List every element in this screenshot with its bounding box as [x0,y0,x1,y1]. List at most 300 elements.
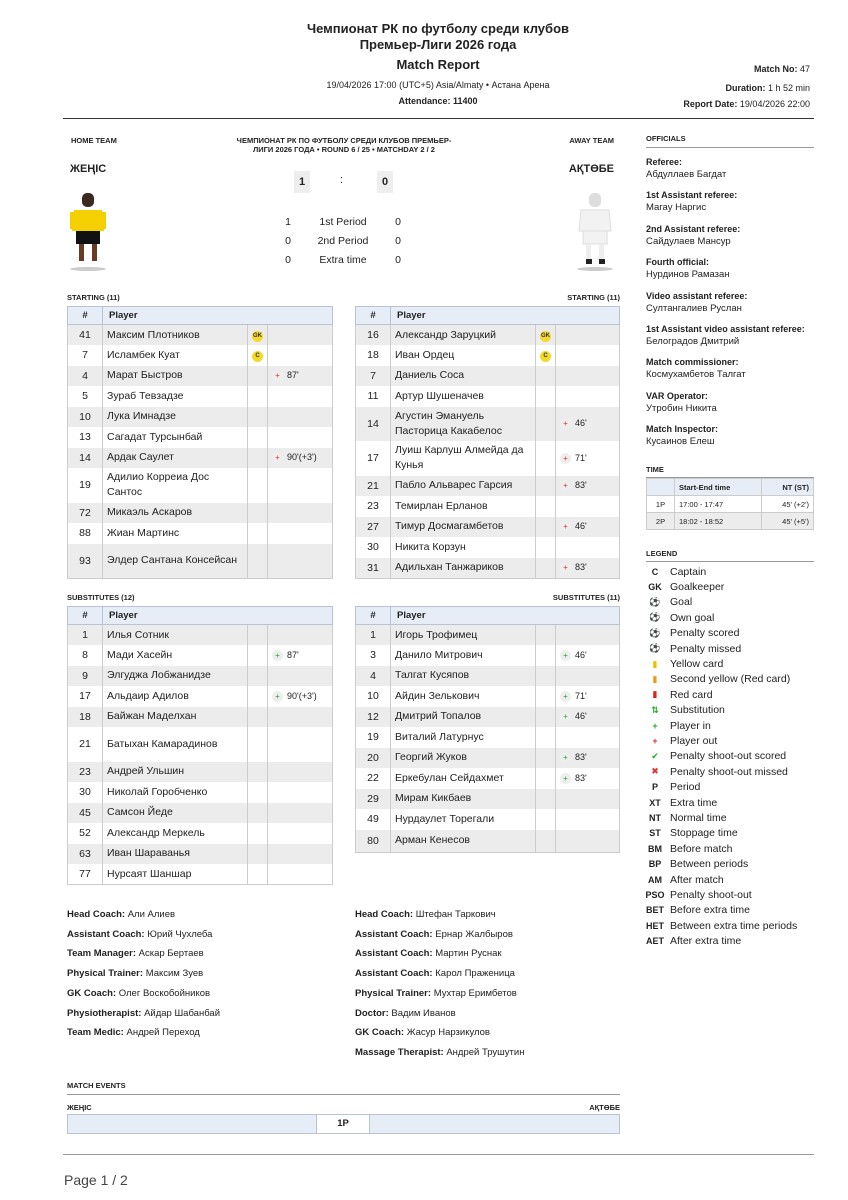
player-number: 9 [68,666,103,687]
col-number: # [356,307,391,325]
staff-row [355,905,524,925]
player-number: 41 [68,325,103,346]
player-badge-cell [248,544,268,579]
official-name: Белоградов Дмитрий [646,335,740,347]
player-event [556,727,620,748]
player-row [68,407,333,428]
player-name: Нурдаулет Торегали [391,809,536,830]
goalkeeper-icon: GK [648,582,662,593]
player-row [68,345,333,366]
legend-item [644,579,797,594]
home-team-label: HOME TEAM [71,136,117,145]
staff-name: Олег Воскобойников [118,987,211,999]
official-name: Нурдинов Рамазан [646,269,730,281]
player-name: Агустин Эмануель Пасторица Какабелос [391,407,536,442]
staff-role: GK Coach: [355,1027,405,1039]
player-number: 20 [356,748,391,769]
match-number: Match No: 47 [753,64,810,74]
player-row [68,707,333,728]
shootout-missed-icon: ✖ [651,766,659,777]
player-row [68,503,333,524]
player-event [268,762,333,783]
player-badge-cell [248,407,268,428]
player-row [356,666,620,687]
staff-name: Жасур Нарзикулов [406,1027,490,1039]
substitution-icon: ⇅ [651,704,659,715]
official-role: VAR Operator: [646,390,708,401]
staff-name: Али Алиев [127,909,176,920]
staff-name: Мартин Руснак [435,948,502,960]
player-event [268,645,333,666]
legend-label: Penalty missed [670,642,742,655]
player-number: 27 [356,517,391,538]
staff-name: Штефан Таркович [415,909,496,920]
player-name: Иван Шараванья [103,844,248,865]
time-row: 1P 17:00 - 17:47 45' (+2') [647,496,814,513]
player-name: Дмитрий Топалов [391,707,536,728]
player-name: Элдер Сантана Консейсан [103,544,248,579]
time-table: Start-End time NT (ST) 1P 17:00 - 17:47 45' (+2') 2P 18:02 - 18:52 45' (+5') [646,478,814,530]
player-event [268,782,333,803]
player-event [556,476,620,497]
player-badge-cell [248,782,268,803]
player-row [356,789,620,810]
own-goal-icon: ⚽ [649,612,661,623]
player-badge-cell [536,325,556,346]
player-event [268,427,333,448]
official-role: Referee: [646,157,683,167]
player-event [556,686,620,707]
player-name: Адилио Корреиа Дос Сантос [103,468,248,503]
player-row [68,762,333,783]
staff-row [355,925,524,945]
player-badge-cell [248,523,268,544]
away-starting-label: STARTING (11) [567,293,620,302]
legend-item [644,779,797,794]
period-away-score: 0 [395,253,401,266]
player-row [356,645,620,666]
player-name: Темирлан Ерланов [391,496,536,517]
match-datetime-venue: 19/04/2026 17:00 (UTC+5) Asia/Almaty • Астана Арена [326,80,550,90]
events-away-team: АҚТӨБЕ [589,1103,620,1112]
legend-item [644,933,797,948]
legend-label: Penalty shoot-out scored [670,750,787,763]
player-badge-cell [536,476,556,497]
official-role: Fourth official: [646,257,709,268]
player-row [68,366,333,387]
player-event [268,686,333,707]
player-name: Элгуджа Лобжанидзе [103,666,248,687]
period-scores [268,212,418,269]
legend-label: Penalty scored [670,627,740,640]
legend-item [644,810,797,825]
home-staff-list [67,905,220,1043]
legend-item [644,795,797,810]
player-event [556,666,620,687]
score-separator: : [340,174,344,186]
official-name: Абдуллаев Багдат [646,169,727,180]
player-event [268,864,333,885]
player-badge-cell [536,625,556,646]
staff-role: Physical Trainer: [67,968,144,980]
legend-item [644,764,797,779]
goal-icon: ⚽ [649,596,661,607]
player-event [556,830,620,853]
player-name: Микаэль Аскаров [103,503,248,524]
period-home-score: 1 [285,215,291,228]
yellow-card-icon: ▮ [652,658,658,669]
player-badge-cell [248,823,268,844]
player-event [556,325,620,346]
event-minute: 46' [575,521,587,532]
player-badge-cell [248,844,268,865]
player-number: 17 [356,441,391,476]
staff-row [355,944,524,964]
player-row [356,386,620,407]
player-row [68,448,333,469]
player-name: Батыхан Камарадинов [103,727,248,762]
player-event [268,386,333,407]
player-badge-cell [248,666,268,687]
player-badge-cell [248,325,268,346]
player-number: 77 [68,864,103,885]
legend-label: Normal time [670,811,727,824]
player-number: 1 [68,625,103,646]
legend-label: Before match [670,842,733,855]
legend-label: Goal [670,596,693,609]
legend-label: Penalty shoot-out missed [670,765,788,778]
legend-label: Substitution [670,704,725,717]
col-number: # [68,307,103,325]
staff-role: GK Coach: [67,987,117,999]
player-name: Виталий Латурнус [391,727,536,748]
player-event [268,625,333,646]
player-row [356,441,620,476]
officials-title: OFFICIALS [646,134,686,143]
player-badge-cell [248,386,268,407]
player-in-icon: + [560,752,571,763]
player-row [356,407,620,442]
player-number: 8 [68,645,103,666]
player-row [68,427,333,448]
official-role: Match Inspector: [646,424,719,435]
player-row [356,476,620,497]
legend-abbrev: NT [649,812,661,823]
home-kit-icon [68,193,108,273]
player-row [68,864,333,885]
player-number: 14 [68,448,103,469]
player-badge-cell [248,345,268,366]
staff-role: Team Medic: [67,1027,124,1039]
period-away-score: 0 [395,215,401,228]
player-name: Байжан Маделхан [103,707,248,728]
player-badge-cell [536,768,556,789]
home-subs-label: SUBSTITUTES (12) [67,593,135,602]
legend-label: Captain [670,565,707,578]
legend-label: Before extra time [670,904,750,917]
officials-divider [646,147,814,148]
period-home-score: 0 [285,234,291,247]
event-minute: 87' [287,649,299,660]
player-number: 18 [356,345,391,366]
staff-row [67,1023,220,1043]
event-minute: 90'(+3') [287,690,317,701]
event-minute: 46' [575,649,587,660]
legend-abbrev: AET [646,936,664,947]
col-player: Player [103,607,333,625]
player-row [356,830,620,853]
captain-icon: C [252,351,263,362]
player-event [268,544,333,579]
event-minute: 90'(+3') [287,452,317,463]
official-name: Сайдулаев Мансур [646,235,731,247]
staff-name: Юрий Чухлеба [147,928,213,940]
player-number: 80 [356,830,391,853]
player-out-icon: + [272,452,283,463]
player-badge-cell [248,448,268,469]
player-row [68,782,333,803]
competition-title-1: Чемпионат РК по футболу среди клубов [306,21,569,36]
player-name: Даниель Соса [391,366,536,387]
player-event [556,496,620,517]
staff-row [355,1043,524,1063]
legend-divider [646,561,814,562]
official-role: 1st Assistant referee: [646,190,738,201]
period-row [268,212,418,231]
legend-abbrev: AM [648,874,662,885]
footer-divider [63,1154,814,1155]
legend-item [644,641,797,656]
player-name: Талгат Кусяпов [391,666,536,687]
player-name: Иван Ордец [391,345,536,366]
legend-label: Own goal [670,611,715,624]
player-row [356,625,620,646]
staff-name: Андрей Трушутин [446,1046,525,1058]
player-badge-cell [536,558,556,579]
player-name: Лука Имнадзе [103,407,248,428]
player-event [556,345,620,366]
player-badge-cell [248,625,268,646]
legend-label: Between extra time periods [670,919,798,932]
player-name: Илья Сотник [103,625,248,646]
header-divider [63,118,814,119]
player-event [268,366,333,387]
player-number: 18 [68,707,103,728]
home-subs-table [67,606,333,885]
staff-role: Doctor: [355,1007,389,1019]
player-number: 5 [68,386,103,407]
player-number: 13 [68,427,103,448]
legend-abbrev: XT [649,797,661,808]
staff-role: Massage Therapist: [355,1046,444,1058]
player-out-icon: + [560,521,571,532]
player-out-icon: + [652,735,658,746]
staff-row [355,1004,524,1024]
player-event [268,407,333,428]
player-number: 4 [356,666,391,687]
player-badge-cell [248,366,268,387]
player-badge-cell [536,686,556,707]
legend-item [644,872,797,887]
staff-name: Мухтар Еримбетов [433,987,517,999]
player-badge-cell [248,707,268,728]
player-event [268,345,333,366]
player-event [268,325,333,346]
legend-label: Player in [670,719,711,732]
staff-name: Максим Зуев [145,968,204,980]
player-name: Сагадат Турсынбай [103,427,248,448]
red-card-icon: ▮ [652,689,658,700]
player-name: Александр Меркель [103,823,248,844]
player-name: Адильхан Танжариков [391,558,536,579]
player-in-icon: + [560,691,571,702]
page-number: Page 1 / 2 [64,1172,128,1188]
staff-row [67,925,220,945]
legend-abbrev: PSO [645,889,665,900]
player-row [68,823,333,844]
player-badge-cell [536,407,556,442]
staff-name: Вадим Иванов [391,1007,456,1019]
player-name: Тимур Досмагамбетов [391,517,536,538]
player-out-icon: + [560,418,571,429]
player-in-icon: + [272,650,283,661]
staff-row [67,984,220,1004]
player-out-icon: + [560,562,571,573]
player-in-icon: + [272,691,283,702]
player-name: Альдаир Адилов [103,686,248,707]
event-minute: 46' [575,418,587,429]
player-event [268,803,333,824]
event-minute: 83' [575,752,587,763]
captain-icon: C [540,351,551,362]
legend-abbrev: HET [646,920,664,931]
player-badge-cell [536,386,556,407]
staff-row [67,905,220,925]
event-minute: 83' [575,772,587,783]
player-event [268,503,333,524]
player-event [556,707,620,728]
player-out-icon: + [272,370,283,381]
player-row [356,558,620,579]
period-home-score: 0 [285,253,291,266]
player-number: 19 [68,468,103,503]
player-number: 7 [356,366,391,387]
player-number: 72 [68,503,103,524]
official-role: Video assistant referee: [646,290,748,301]
player-number: 1 [356,625,391,646]
player-event [556,625,620,646]
officials-list [646,156,821,457]
staff-name: Ернар Жалбыров [435,928,513,940]
player-number: 23 [356,496,391,517]
legend-label: Second yellow (Red card) [670,673,791,686]
player-number: 88 [68,523,103,544]
duration: Duration: 1 h 52 min [725,83,810,93]
player-number: 52 [68,823,103,844]
player-in-icon: + [652,720,658,731]
penalty-scored-icon: ⚽ [649,627,661,638]
official-role: 1st Assistant video assistant referee: [646,323,805,334]
player-name: Жиан Мартинс [103,523,248,544]
player-badge-cell [248,427,268,448]
event-minute: 71' [575,452,587,463]
legend-label: Stoppage time [670,827,738,840]
player-event [556,768,620,789]
legend-item [644,672,797,687]
official-role: 2nd Assistant referee: [646,223,741,234]
player-event [268,666,333,687]
player-row [356,707,620,728]
player-event [556,366,620,387]
official-role: Match commissioner: [646,357,739,368]
col-number: # [356,607,391,625]
player-number: 29 [356,789,391,810]
player-row [68,844,333,865]
player-number: 4 [68,366,103,387]
staff-role: Assistant Coach: [67,928,145,940]
legend-abbrev: ST [649,828,661,839]
player-name: Мирам Кикбаев [391,789,536,810]
legend-label: After match [670,873,724,886]
player-event [268,844,333,865]
legend-abbrev: BP [648,859,662,870]
player-badge-cell [536,345,556,366]
staff-role: Physiotherapist: [67,1007,142,1019]
event-minute: 83' [575,562,587,572]
player-number: 30 [68,782,103,803]
legend-item [644,903,797,918]
player-row [356,768,620,789]
official-name: Кусаинов Елеш [646,436,715,448]
player-number: 7 [68,345,103,366]
player-row [356,345,620,366]
time-title: TIME [646,465,664,474]
player-badge-cell [536,809,556,830]
staff-role: Head Coach: [67,909,126,920]
player-badge-cell [248,645,268,666]
player-event [556,558,620,579]
player-event [556,386,620,407]
report-date: Report Date: 19/04/2026 22:00 [683,99,810,109]
player-name: Исламбек Куат [103,345,248,366]
away-subs-label: SUBSTITUTES (11) [552,593,620,602]
second-yellow-icon: ▮ [652,673,658,684]
competition-round: ЧЕМПИОНАТ РК ПО ФУТБОЛУ СРЕДИ КЛУБОВ ПРЕМЬЕР-ЛИГИ 2026 ГОДА • ROUND 6 / 25 • MATCHDAY 2 / 2 [236,136,452,154]
staff-name: Андрей Переход [126,1027,200,1039]
player-in-icon: + [560,773,571,784]
legend-item [644,595,797,610]
player-in-icon: + [560,650,571,661]
official-name: Магау Наргис [646,202,707,214]
player-name: Ардак Саулет [103,448,248,469]
staff-role: Head Coach: [355,909,414,920]
player-row [68,544,333,579]
player-badge-cell [536,707,556,728]
player-number: 3 [356,645,391,666]
player-event [556,407,620,442]
player-row [356,325,620,346]
away-subs-table [355,606,620,853]
staff-row [67,964,220,984]
legend-label: Red card [670,688,713,701]
legend-item [644,610,797,625]
player-row [68,645,333,666]
player-number: 93 [68,544,103,579]
player-name: Еркебулан Сейдахмет [391,768,536,789]
legend-label: Period [670,781,701,794]
period-label: 2nd Period [317,234,369,247]
home-team-name: ЖЕҢІС [70,163,107,175]
